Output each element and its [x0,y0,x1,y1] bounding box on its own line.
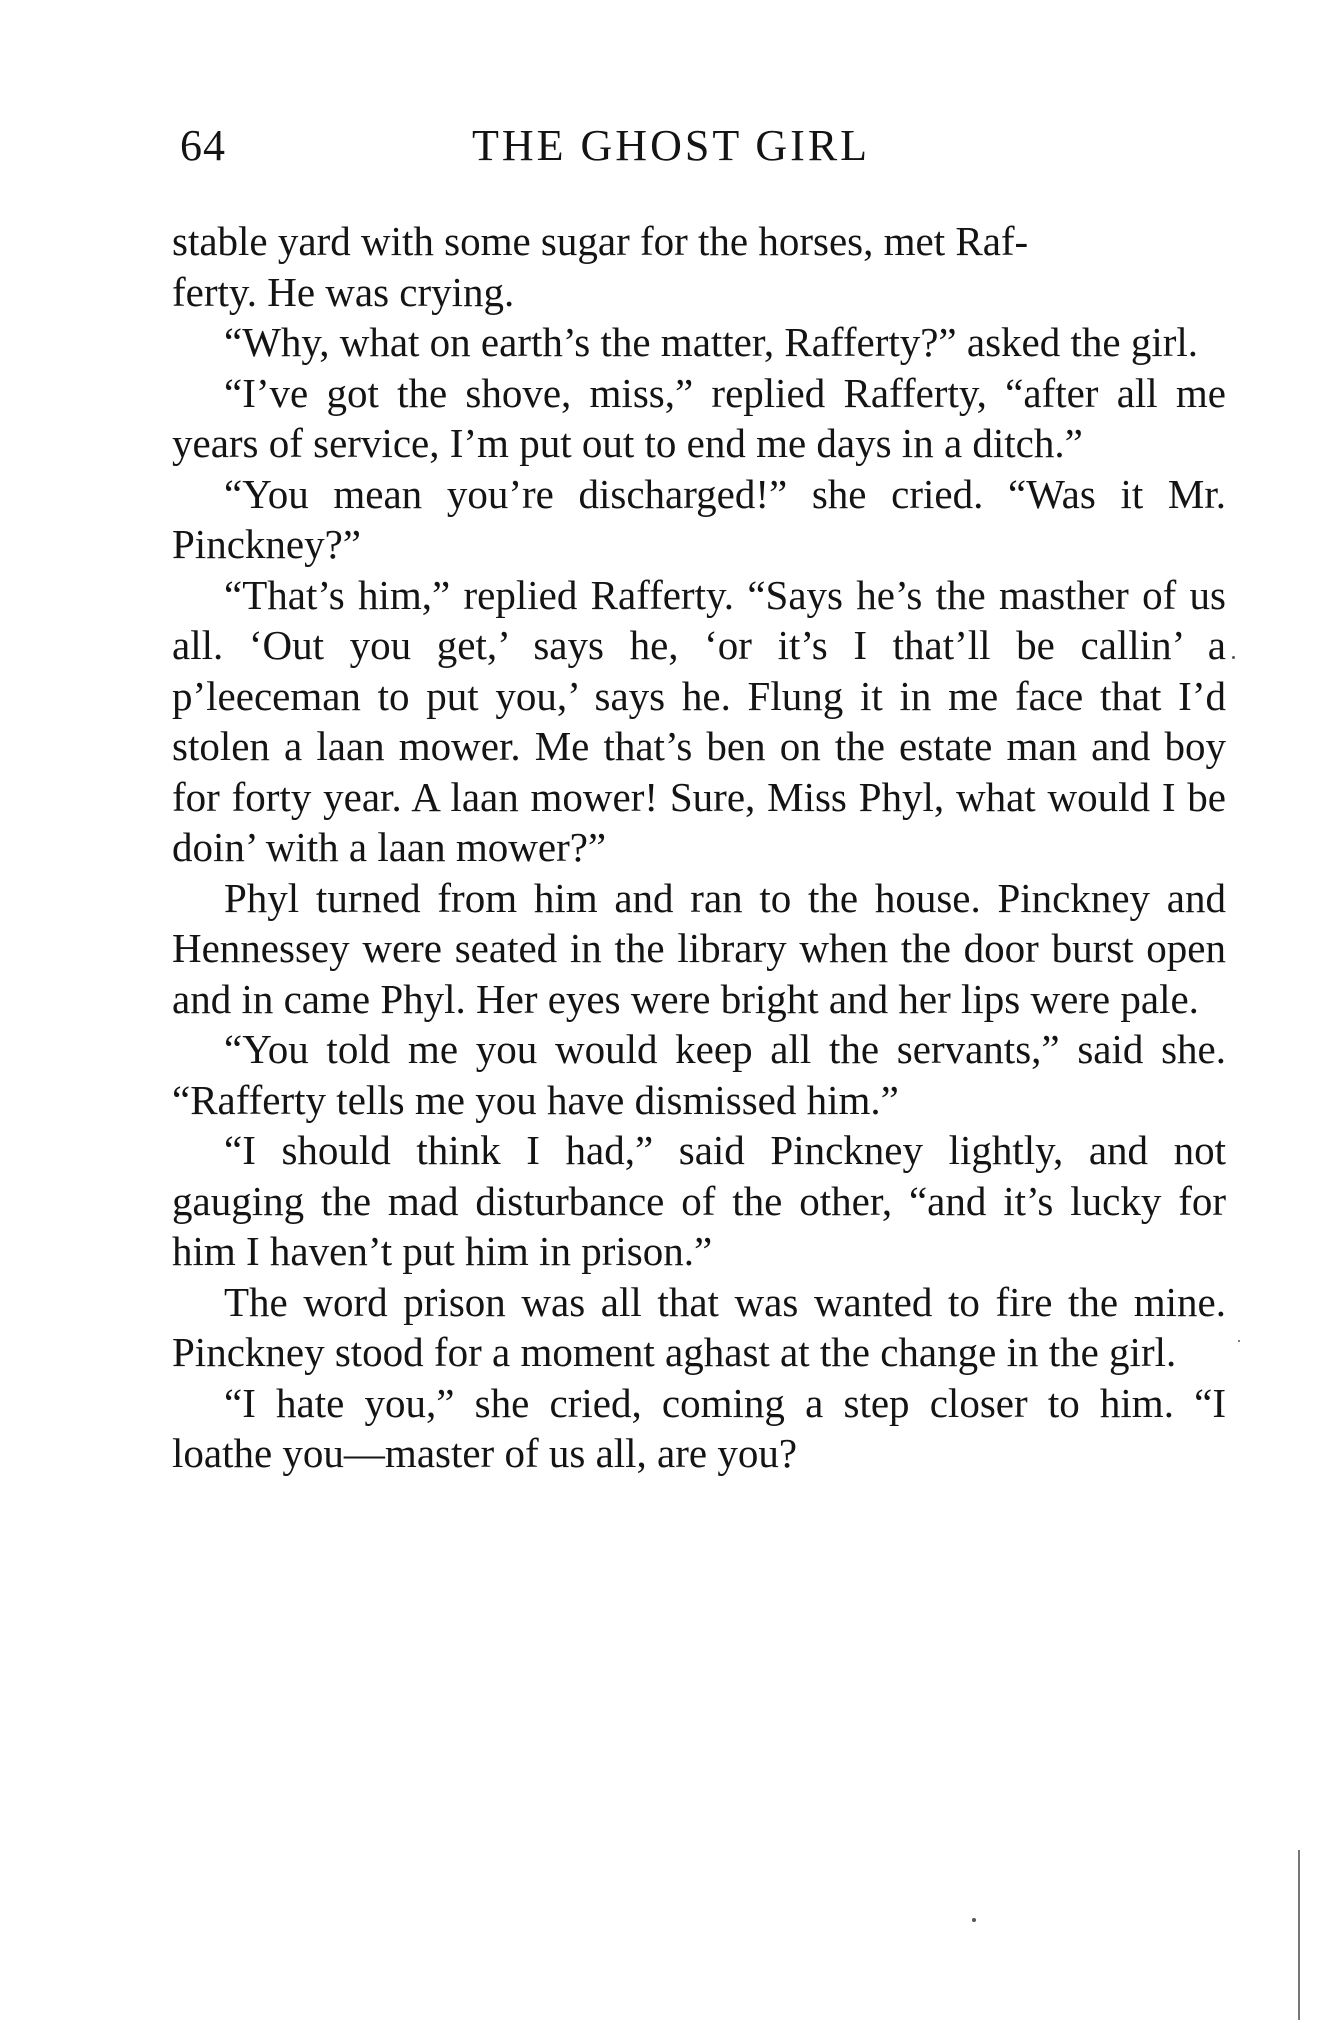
paper-speck [1232,656,1235,659]
body-text [172,216,1226,1479]
paper-speck [1238,1340,1240,1342]
paragraph: “You mean you’re discharged!” she cried. “Was it Mr. Pinckney?” [172,470,1226,567]
paragraph: “I hate you,” she cried, coming a step closer to him. “I loathe you—master of us all, are you? [172,1379,1226,1476]
paper-speck [972,1918,976,1922]
paragraph: stable yard with some sugar for the horses, met Raf- ferty. He was crying. [172,218,1029,315]
paragraph: “I’ve got the shove, miss,” replied Rafferty, “after all me years of service, I’m put out to end me days in a ditch.” [172,369,1226,466]
paragraph: “That’s him,” replied Rafferty. “Says he’s the masther of us all. ‘Out you get,’ says he, ‘or it’s I that’ll be callin’ a p’leeceman to put you,’ says he. Flung it in me face that I’d stolen a laan mower. Me that’s ben on the estate man and boy for forty year. A laan mower! Sure, Miss Phyl, what would I be doin’ with a laan mower?” [172,571,1226,870]
paragraph: “You told me you would keep all the servants,” said she. “Rafferty tells me you have dismissed him.” [172,1026,1226,1123]
page-edge-mark [1298,1850,1300,2020]
paragraph: “I should think I had,” said Pinckney lightly, and not gauging the mad disturbance of the other, “and it’s lucky for him I haven’t put him in prison.” [172,1127,1226,1274]
paragraph: “Why, what on earth’s the matter, Rafferty?” asked the girl. [224,319,1199,365]
paragraph: Phyl turned from him and ran to the house. Pinckney and Hennessey were seated in the library when the door burst open and in came Phyl. Her eyes were bright and her lips were pale. [172,874,1226,1022]
running-head [172,120,1226,180]
paragraph: The word prison was all that was wanted to fire the mine. Pinckney stood for a moment aghast at the change in the girl. [172,1278,1226,1375]
page-number: 64 [180,121,226,170]
running-title: THE GHOST GIRL [472,121,871,170]
